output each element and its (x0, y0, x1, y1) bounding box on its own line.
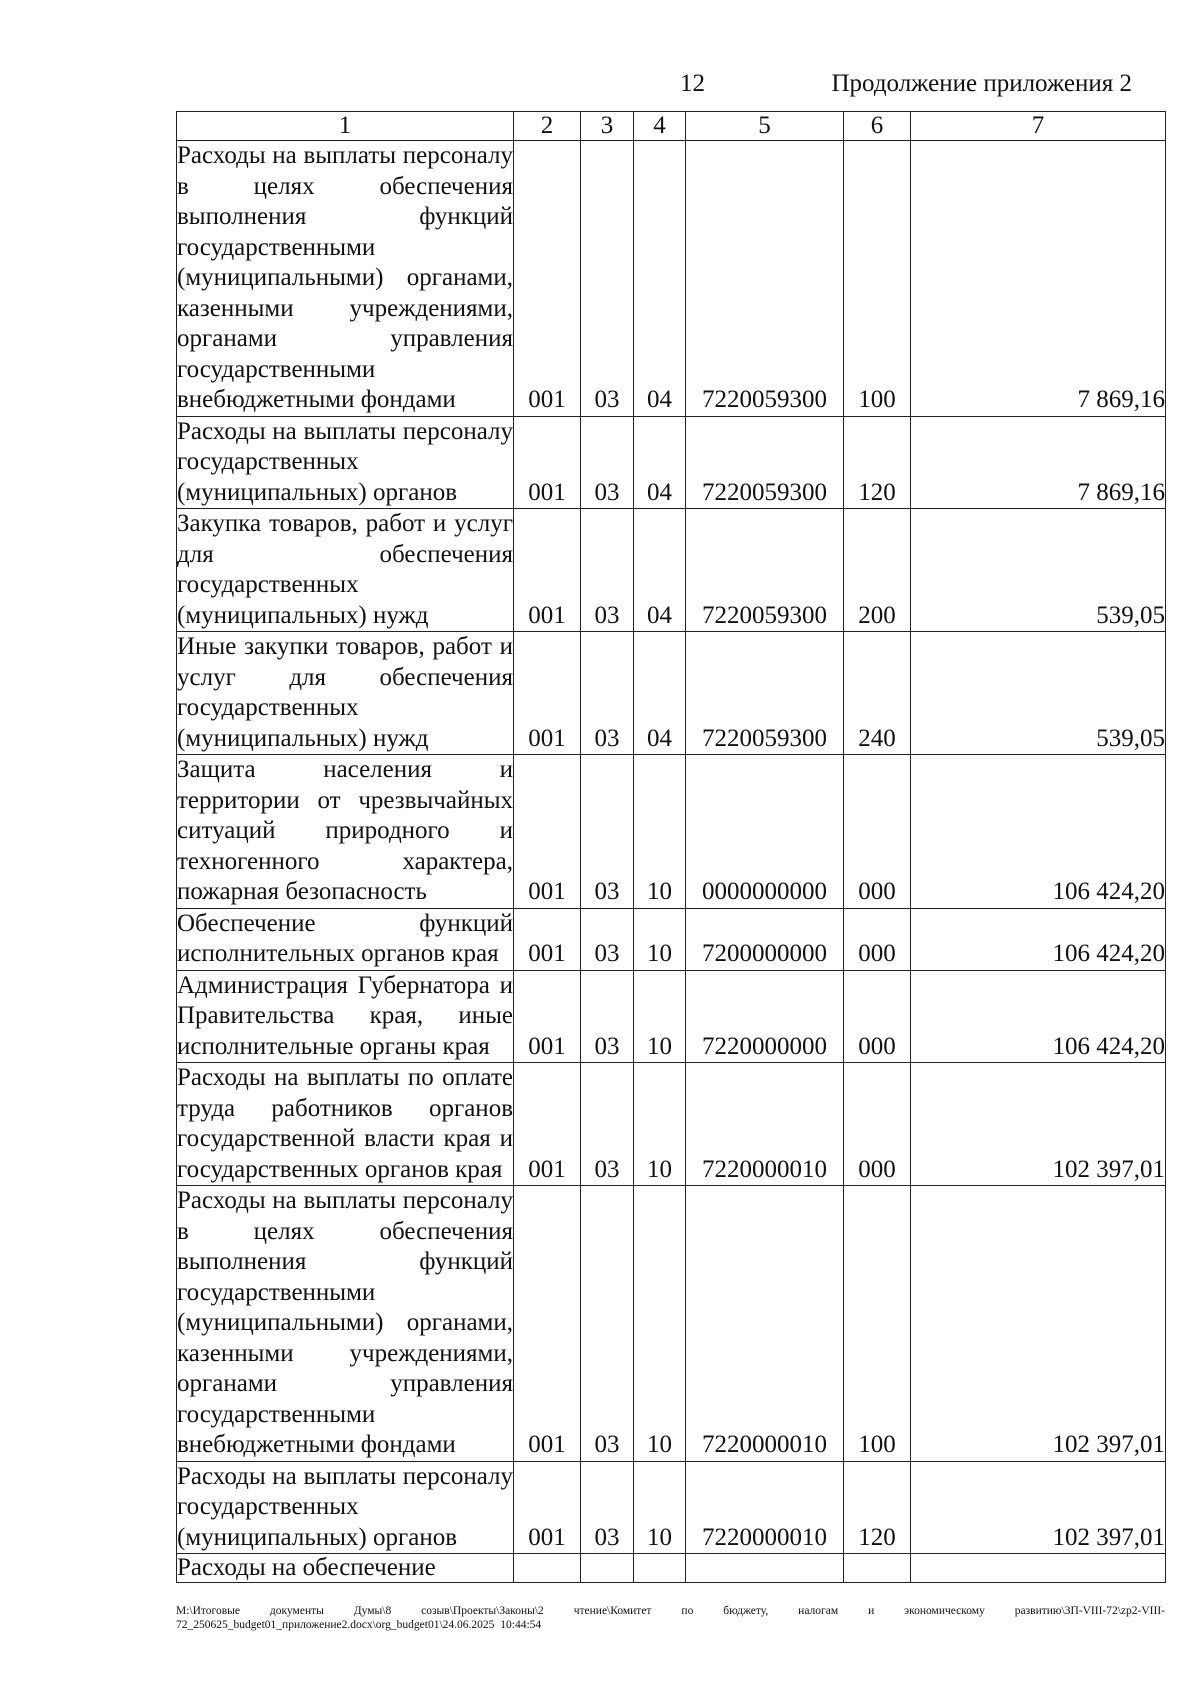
row-target-article: 7220059300 (686, 632, 844, 755)
row-amount: 539,05 (911, 632, 1166, 755)
row-amount: 7 869,16 (911, 416, 1166, 509)
row-expense-type: 100 (844, 1186, 911, 1462)
row-expense-type: 240 (844, 632, 911, 755)
table-row (177, 141, 1166, 417)
row-code: 001 (514, 509, 581, 632)
row-code: 001 (514, 1063, 581, 1186)
column-header: 1 (177, 112, 514, 141)
row-section: 03 (581, 509, 634, 632)
row-subsection: 04 (634, 632, 686, 755)
row-amount: 539,05 (911, 509, 1166, 632)
row-description: Расходы на выплаты по оплате труда работников органов государственной власти края и государственных органов края (177, 1063, 514, 1186)
row-expense-type: 000 (844, 970, 911, 1063)
row-description: Расходы на выплаты персоналу государственных (муниципальных) органов (177, 416, 514, 509)
row-code: 001 (514, 1186, 581, 1462)
row-section: 03 (581, 141, 634, 417)
row-description: Закупка товаров, работ и услуг для обеспечения государственных (муниципальных) нужд (177, 509, 514, 632)
column-header: 2 (514, 112, 581, 141)
row-code: 001 (514, 755, 581, 909)
row-amount: 102 397,01 (911, 1461, 1166, 1554)
row-description: Расходы на выплаты персоналу в целях обеспечения выполнения функций государственными (муниципальными) органами, казенными учреждениями, органами управления государственными внебюджетными фондами (177, 1186, 514, 1462)
row-target-article: 7220000010 (686, 1461, 844, 1554)
budget-table (176, 111, 1166, 1583)
row-description: Расходы на выплаты персоналу государственных (муниципальных) органов (177, 1461, 514, 1554)
row-section: 03 (581, 416, 634, 509)
row-target-article: 7220059300 (686, 141, 844, 417)
row-subsection: 10 (634, 1186, 686, 1462)
empty-cell (514, 1554, 581, 1583)
page-number: 12 (680, 70, 705, 97)
row-section: 03 (581, 1461, 634, 1554)
row-amount: 106 424,20 (911, 755, 1166, 909)
empty-cell (634, 1554, 686, 1583)
table-header-row (177, 112, 1166, 141)
row-code: 001 (514, 1461, 581, 1554)
row-description: Обеспечение функций исполнительных органов края (177, 908, 514, 970)
row-target-article: 7220000010 (686, 1063, 844, 1186)
row-expense-type: 000 (844, 755, 911, 909)
row-amount: 7 869,16 (911, 141, 1166, 417)
empty-cell (581, 1554, 634, 1583)
row-description: Расходы на обеспечение (177, 1554, 514, 1583)
row-subsection: 04 (634, 509, 686, 632)
empty-cell (686, 1554, 844, 1583)
row-subsection: 10 (634, 1063, 686, 1186)
row-description: Расходы на выплаты персоналу в целях обеспечения выполнения функций государственными (муниципальными) органами, казенными учреждениями, органами управления государственными внебюджетными фондами (177, 141, 514, 417)
row-target-article: 7220059300 (686, 509, 844, 632)
row-amount: 102 397,01 (911, 1186, 1166, 1462)
column-header: 3 (581, 112, 634, 141)
column-header: 5 (686, 112, 844, 141)
table-row-partial (177, 1554, 1166, 1583)
column-header: 7 (911, 112, 1166, 141)
row-description: Иные закупки товаров, работ и услуг для обеспечения государственных (муниципальных) нужд (177, 632, 514, 755)
row-code: 001 (514, 908, 581, 970)
row-description: Администрация Губернатора и Правительства края, иные исполнительные органы края (177, 970, 514, 1063)
row-expense-type: 000 (844, 1063, 911, 1186)
row-section: 03 (581, 755, 634, 909)
row-code: 001 (514, 970, 581, 1063)
column-header: 6 (844, 112, 911, 141)
table-row (177, 509, 1166, 632)
row-target-article: 0000000000 (686, 755, 844, 909)
table-row (177, 1461, 1166, 1554)
row-description: Защита населения и территории от чрезвычайных ситуаций природного и техногенного характера, пожарная безопасность (177, 755, 514, 909)
table-row (177, 1186, 1166, 1462)
row-subsection: 04 (634, 141, 686, 417)
row-target-article: 7200000000 (686, 908, 844, 970)
row-code: 001 (514, 141, 581, 417)
row-subsection: 04 (634, 416, 686, 509)
table-row (177, 1063, 1166, 1186)
row-expense-type: 120 (844, 1461, 911, 1554)
appendix-continuation-title: Продолжение приложения 2 (831, 70, 1132, 97)
row-code: 001 (514, 632, 581, 755)
document-path-footer: M:\Итоговые документы Думы\8 созыв\Проекты\Законы\2 чтение\Комитет по бюджету, налогам и экономическому развитию\ЗП-VIII-72\zp2-VIII-72_250625_budget01_приложение2.docx\org_budget01\24.06.2025 10:44:54 (176, 1605, 1165, 1631)
table-row (177, 908, 1166, 970)
row-section: 03 (581, 908, 634, 970)
table-row (177, 755, 1166, 909)
row-amount: 106 424,20 (911, 970, 1166, 1063)
row-section: 03 (581, 632, 634, 755)
row-code: 001 (514, 416, 581, 509)
row-expense-type: 100 (844, 141, 911, 417)
row-section: 03 (581, 1063, 634, 1186)
empty-cell (911, 1554, 1166, 1583)
row-subsection: 10 (634, 970, 686, 1063)
row-amount: 106 424,20 (911, 908, 1166, 970)
row-expense-type: 000 (844, 908, 911, 970)
row-section: 03 (581, 970, 634, 1063)
row-expense-type: 200 (844, 509, 911, 632)
row-expense-type: 120 (844, 416, 911, 509)
row-target-article: 7220000010 (686, 1186, 844, 1462)
row-amount: 102 397,01 (911, 1063, 1166, 1186)
table-row (177, 970, 1166, 1063)
row-target-article: 7220000000 (686, 970, 844, 1063)
row-section: 03 (581, 1186, 634, 1462)
empty-cell (844, 1554, 911, 1583)
row-subsection: 10 (634, 755, 686, 909)
row-target-article: 7220059300 (686, 416, 844, 509)
row-subsection: 10 (634, 908, 686, 970)
table-row (177, 416, 1166, 509)
row-subsection: 10 (634, 1461, 686, 1554)
column-header: 4 (634, 112, 686, 141)
table-row (177, 632, 1166, 755)
